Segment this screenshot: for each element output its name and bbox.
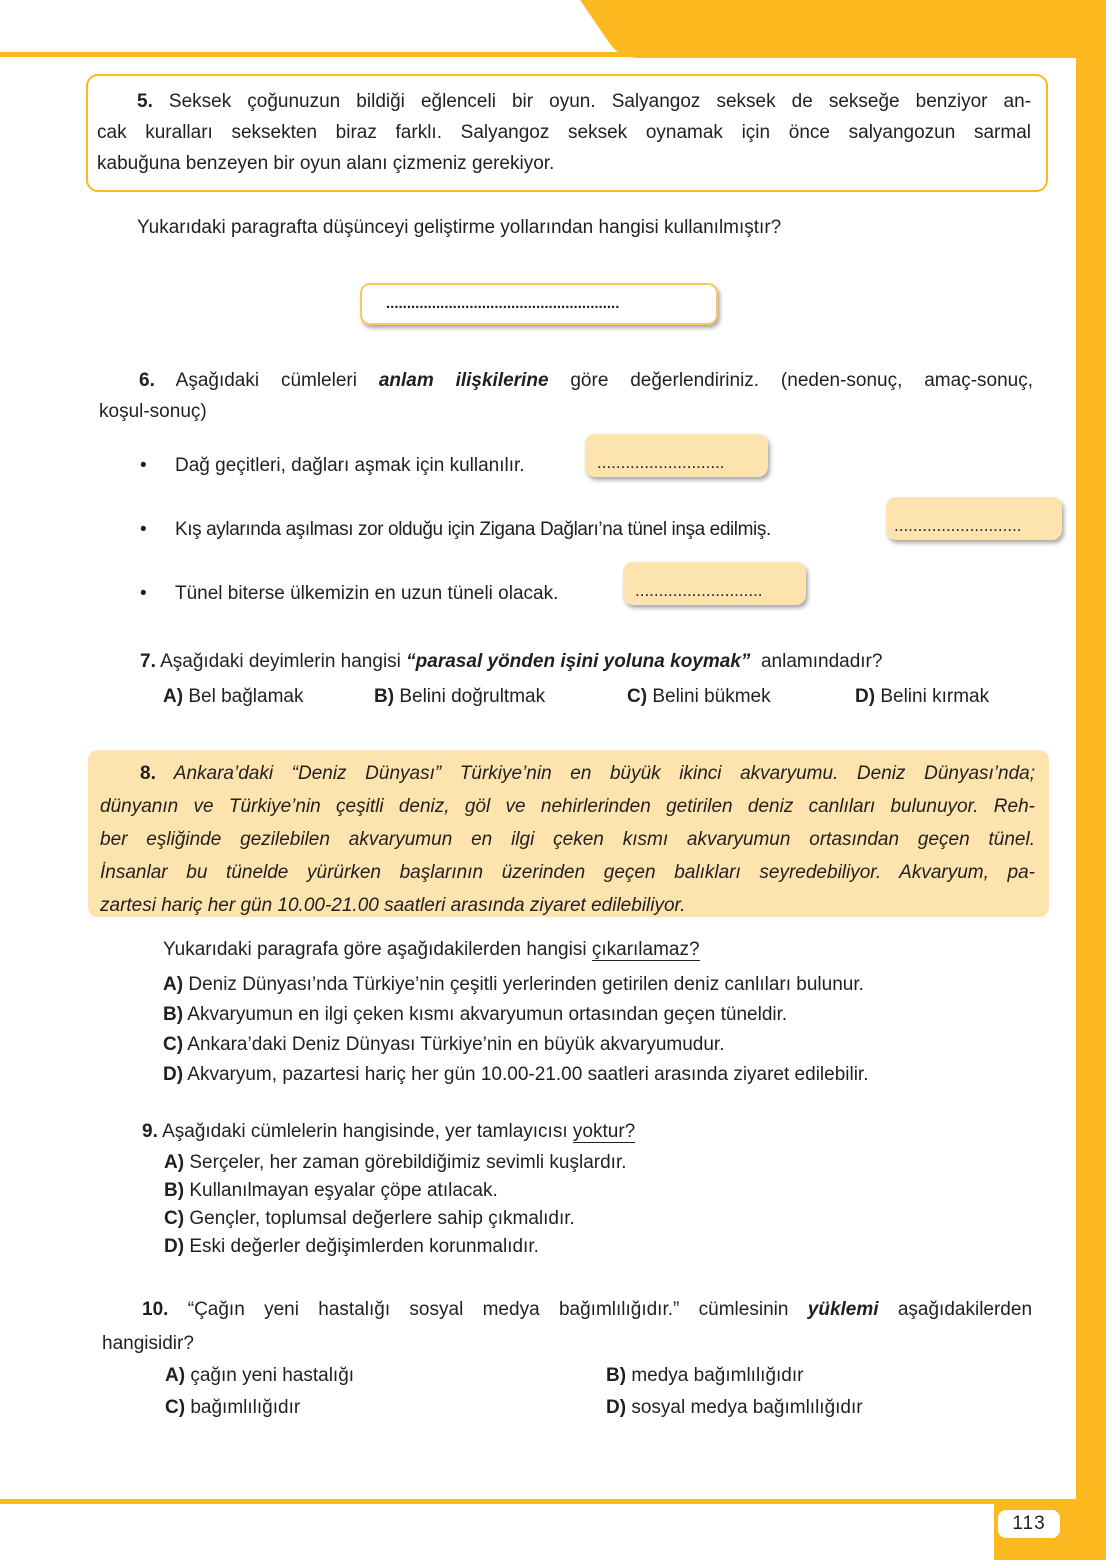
q9-option-d-text: Eski değerler değişimlerden korunmalıdır. (189, 1236, 539, 1257)
q9-option-b[interactable] (164, 1177, 627, 1205)
q7-number: 7. (140, 651, 156, 672)
q7-option-a[interactable] (163, 681, 303, 712)
q7-question-emph: “parasal yönden işini yoluna koymak” (406, 651, 751, 672)
q8-paragraph (100, 757, 1035, 922)
q8-option-a-label: A) (163, 974, 184, 995)
q8-question-underlined: çıkarılamaz? (591, 939, 700, 960)
q5-line-2: cak kuralları seksekten biraz farklı. Salyangoz seksek oynamak için önce salyangozun sarmal (97, 122, 1031, 143)
q7-option-d-label: D) (855, 686, 876, 707)
q8-option-d-text: Akvaryum, pazartesi hariç her gün 10.00-21.00 saatleri arasında ziyaret edilebilir. (187, 1064, 869, 1085)
q10-question-before: “Çağın yeni hastalığı sosyal medya bağımlılığıdır.” cümlesinin (187, 1299, 789, 1320)
q10-option-b-label: B) (606, 1365, 627, 1386)
q6-intro-emph: anlam ilişkilerine (378, 370, 549, 391)
q9-option-a-label: A) (164, 1152, 185, 1173)
q7-option-b-label: B) (374, 686, 395, 707)
q9-option-c[interactable] (164, 1205, 627, 1233)
q9-question-before: Aşağıdaki cümlelerin hangisinde, yer tamlayıcısı (162, 1121, 568, 1142)
q10-option-c-text: bağımlılığıdır (190, 1397, 301, 1418)
q6-intro-line-2: koşul-sonuç) (99, 401, 207, 422)
q6-item-2: Kış aylarında aşılması zor olduğu için Zigana Dağları’na tünel inşa edilmiş. (175, 519, 771, 540)
q7-option-b[interactable] (374, 681, 545, 712)
q10-option-d[interactable] (606, 1392, 863, 1423)
q8-option-d-label: D) (163, 1064, 184, 1085)
q9-option-d[interactable] (164, 1233, 627, 1261)
q9-options (164, 1149, 627, 1261)
page-number: 113 (998, 1510, 1060, 1538)
q8-line-1: Ankara’daki “Deniz Dünyası” Türkiye’nin en büyük ikinci akvaryumu. Deniz Dünyası’nda; (173, 763, 1036, 784)
q8-options (163, 970, 869, 1090)
q8-line-5: zartesi hariç her gün 10.00-21.00 saatleri arasında ziyaret edilebiliyor. (100, 895, 686, 916)
q5-number: 5. (137, 91, 153, 112)
q7-question-before: Aşağıdaki deyimlerin hangisi (160, 651, 401, 672)
q9-question (142, 1116, 635, 1147)
q6-intro-after: göre değerlendiriniz. (neden-sonuç, amaç-sonuç, (570, 370, 1033, 391)
q8-question-before: Yukarıdaki paragrafa göre aşağıdakilerden hangisi (163, 939, 587, 960)
q10-question-after: aşağıdakilerden (897, 1299, 1033, 1320)
q7-option-c-text: Belini bükmek (652, 686, 771, 707)
q9-question-underlined: yoktur? (572, 1121, 636, 1142)
q10-option-a-text: çağın yeni hastalığı (190, 1365, 355, 1386)
q9-option-c-text: Gençler, toplumsal değerlere sahip çıkmalıdır. (189, 1208, 575, 1229)
q6-item-3-answer-box[interactable]: ........................... (623, 562, 806, 605)
q10-option-d-label: D) (606, 1397, 627, 1418)
q8-option-a[interactable] (163, 970, 869, 1000)
q5-question: Yukarıdaki paragrafta düşünceyi geliştirme yollarından hangisi kullanılmıştır? (137, 217, 782, 238)
q7-option-c[interactable] (627, 681, 771, 712)
q10-option-b-text: medya bağımlılığıdır (631, 1365, 804, 1386)
right-accent-bar (1076, 0, 1106, 1500)
q9-option-b-label: B) (164, 1180, 185, 1201)
q7-question (140, 646, 882, 677)
q8-option-b[interactable] (163, 1000, 869, 1030)
q8-option-c-label: C) (163, 1034, 184, 1055)
q10-option-a[interactable] (165, 1360, 354, 1391)
q8-line-3: ber eşliğinde gezilebilen akvaryumun en ilgi çeken kısmı akvaryumun ortasından geçen tünel. (100, 829, 1035, 850)
q10-question (102, 1293, 1032, 1361)
q8-number: 8. (140, 763, 156, 784)
bottom-accent-line (0, 1499, 1076, 1504)
q10-option-c[interactable] (165, 1392, 300, 1423)
q5-paragraph (97, 86, 1031, 179)
q7-option-b-text: Belini doğrultmak (399, 686, 546, 707)
q6-number: 6. (139, 370, 155, 391)
q8-option-b-text: Akvaryumun en ilgi çeken kısmı akvaryumun ortasından geçen tüneldir. (187, 1004, 788, 1025)
q8-option-c[interactable] (163, 1030, 869, 1060)
q10-question-emph: yüklemi (807, 1299, 879, 1320)
q6-item-2-answer-box[interactable]: ........................... (886, 497, 1062, 540)
q8-option-a-text: Deniz Dünyası’nda Türkiye’nin çeşitli yerlerinden getirilen deniz canlıları bulunur. (188, 974, 864, 995)
q6-item-3: Tünel biterse ülkemizin en uzun tüneli olacak. (175, 583, 559, 604)
q6-intro (99, 365, 1033, 427)
top-corner-tab (580, 0, 1106, 58)
q9-option-d-label: D) (164, 1236, 185, 1257)
q6-bullet-2: • (140, 519, 147, 540)
q5-answer-box[interactable]: ........................................................ (360, 283, 718, 325)
q10-option-c-label: C) (165, 1397, 186, 1418)
top-accent-line (0, 52, 640, 57)
q7-question-after: anlamındadır? (760, 651, 883, 672)
q9-option-c-label: C) (164, 1208, 185, 1229)
q7-option-c-label: C) (627, 686, 648, 707)
q8-option-c-text: Ankara’daki Deniz Dünyası Türkiye’nin en büyük akvaryumudur. (187, 1034, 725, 1055)
q10-option-b[interactable] (606, 1360, 803, 1391)
q6-bullet-1: • (140, 455, 147, 476)
q10-number: 10. (142, 1299, 169, 1320)
q9-option-b-text: Kullanılmayan eşyalar çöpe atılacak. (189, 1180, 498, 1201)
q9-option-a-text: Serçeler, her zaman görebildiğimiz sevimli kuşlardır. (189, 1152, 627, 1173)
q7-option-d[interactable] (855, 681, 989, 712)
q6-item-1-answer-box[interactable]: ........................... (585, 434, 768, 477)
q8-question (163, 934, 700, 965)
q6-intro-before: Aşağıdaki cümleleri (175, 370, 357, 391)
q6-item-1: Dağ geçitleri, dağları aşmak için kullanılır. (175, 455, 525, 476)
q6-bullet-3: • (140, 583, 147, 604)
q9-number: 9. (142, 1121, 158, 1142)
q8-option-d[interactable] (163, 1060, 869, 1090)
q10-question-line-2: hangisidir? (102, 1333, 194, 1354)
q8-line-4: İnsanlar bu tünelde yürürken başlarının üzerinden geçen balıkları seyredebiliyor. Akvaryum, pa- (100, 862, 1035, 883)
q7-option-a-text: Bel bağlamak (188, 686, 304, 707)
q10-option-a-label: A) (165, 1365, 186, 1386)
q8-option-b-label: B) (163, 1004, 184, 1025)
q9-option-a[interactable] (164, 1149, 627, 1177)
q8-line-2: dünyanın ve Türkiye’nin çeşitli deniz, göl ve nehirlerinden getirilen deniz canlıları bulunuyor. Reh- (100, 796, 1035, 817)
q5-line-3: kabuğuna benzeyen bir oyun alanı çizmeniz gerekiyor. (97, 153, 555, 174)
q10-option-d-text: sosyal medya bağımlılığıdır (631, 1397, 863, 1418)
q7-option-d-text: Belini kırmak (880, 686, 990, 707)
q5-line-1: Seksek çoğunuzun bildiği eğlenceli bir oyun. Salyangoz seksek de sekseğe benziyor an- (168, 91, 1032, 112)
q7-option-a-label: A) (163, 686, 184, 707)
